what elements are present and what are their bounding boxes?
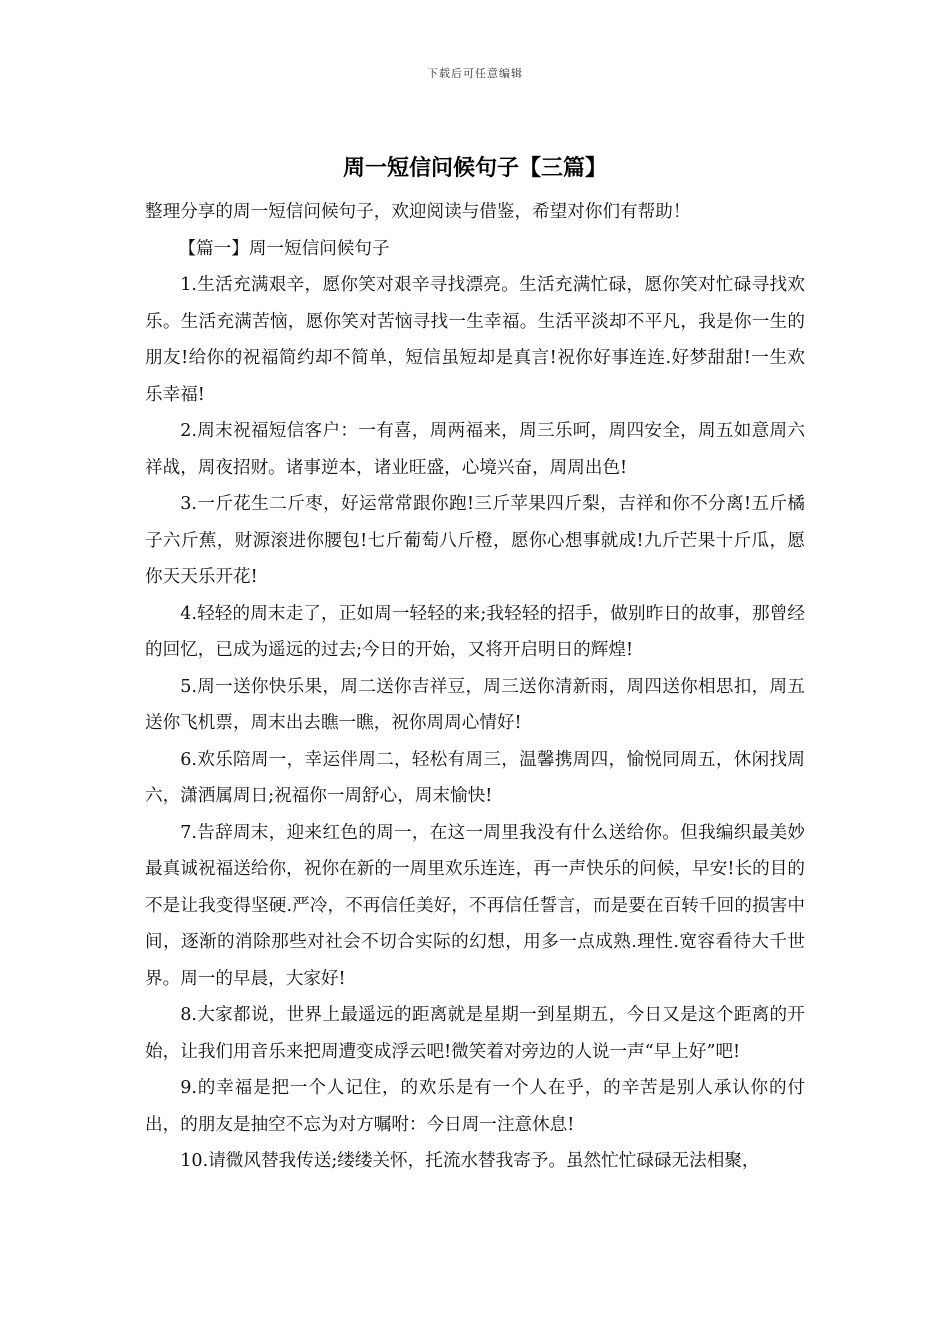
- list-item: 2.周末祝福短信客户：一有喜，周两福来，周三乐呵，周四安全，周五如意周六祥战，周夜招财。诸事逆本，诸业旺盛，心境兴奋，周周出色!: [145, 421, 805, 478]
- document-title: 周一短信问候句子【三篇】: [342, 155, 607, 181]
- list-item: 3.一斤花生二斤枣，好运常常跟你跑!三斤苹果四斤梨，吉祥和你不分离!五斤橘子六斤蕉，财源滚进你腰包!七斤葡萄八斤橙，愿你心想事就成!九斤芒果十斤瓜，愿你天天乐开花!: [145, 494, 805, 587]
- list-item: 10.请微风替我传送;缕缕关怀，托流水替我寄予。虽然忙忙碌碌无法相聚，: [180, 1151, 760, 1171]
- list-item: 8.大家都说，世界上最遥远的距离就是星期一到星期五，今日又是这个距离的开始，让我们用音乐来把周遭变成浮云吧!微笑着对旁边的人说一声“早上好”吧!: [145, 1005, 805, 1062]
- list-item: 1.生活充满艰辛，愿你笑对艰辛寻找漂亮。生活充满忙碌，愿你笑对忙碌寻找欢乐。生活充满苦恼，愿你笑对苦恼寻找一生幸福。生活平淡却不平凡，我是你一生的朋友!给你的祝福简约却不简单，短信虽短却是真言!祝你好事连连.好梦甜甜!一生欢乐幸福!: [145, 275, 805, 405]
- list-item: 4.轻轻的周末走了，正如周一轻轻的来;我轻轻的招手，做别昨日的故事，那曾经的回忆，已成为遥远的过去;今日的开始，又将开启明日的辉煌!: [145, 603, 805, 660]
- header-note: 下载后可任意编辑: [427, 67, 523, 80]
- list-item: 5.周一送你快乐果，周二送你吉祥豆，周三送你清新雨，周四送你相思扣，周五送你飞机票，周末出去瞧一瞧，祝你周周心情好!: [145, 676, 805, 733]
- list-item: 9.的幸福是把一个人记住，的欢乐是有一个人在乎，的辛苦是别人承认你的付出，的朋友是抽空不忘为对方嘱咐：今日周一注意休息!: [145, 1078, 805, 1135]
- list-item: 7.告辞周末，迎来红色的周一，在这一周里我没有什么送给你。但我编织最美妙最真诚祝福送给你，祝你在新的一周里欢乐连连，再一声快乐的问候，早安!长的目的不是让我变得坚硬.严冷，不再信任美好，不再信任誓言，而是要在百转千回的损害中间，逐渐的消除那些对社会不切合实际的幻想，用多一点成熟.理性.宽容看待大千世界。周一的早晨，大家好!: [145, 822, 805, 989]
- list-item: 6.欢乐陪周一，幸运伴周二，轻松有周三，温馨携周四，愉悦同周五，休闲找周六，潇洒属周日;祝福你一周舒心，周末愉快!: [145, 749, 805, 806]
- section-heading: 【篇一】周一短信问候句子: [178, 238, 390, 259]
- intro-paragraph: 整理分享的周一短信问候句子，欢迎阅读与借鉴，希望对你们有帮助！: [145, 202, 691, 222]
- document-body: [145, 194, 805, 1180]
